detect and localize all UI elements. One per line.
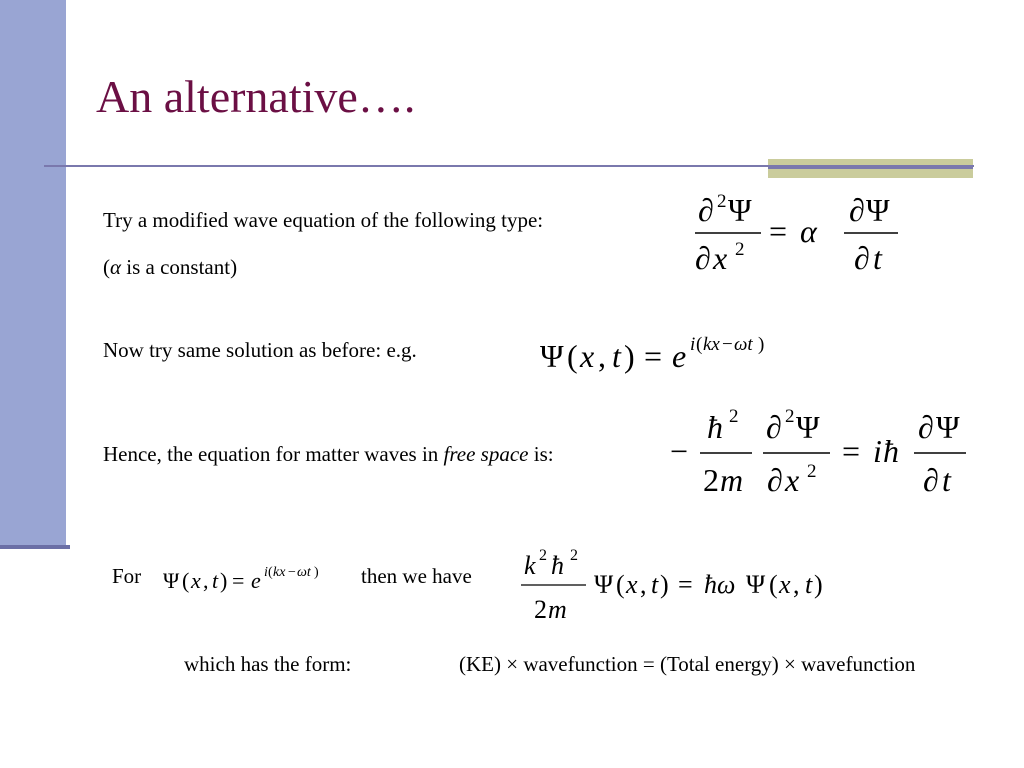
svg-text:Ψ: Ψ [796, 409, 820, 445]
svg-text:2: 2 [735, 239, 745, 260]
svg-text:x: x [713, 240, 728, 276]
svg-text:t: t [805, 570, 813, 599]
svg-text:2: 2 [807, 461, 817, 482]
svg-text:i: i [264, 565, 268, 580]
matter-waves-end: is: [528, 442, 554, 466]
svg-text:ωt: ωt [734, 334, 753, 355]
svg-text:∂: ∂ [849, 192, 865, 228]
svg-text:i: i [873, 433, 882, 469]
svg-text:Ψ: Ψ [540, 338, 564, 374]
svg-text:=: = [678, 570, 693, 599]
svg-text:): ) [814, 570, 823, 599]
equation-plane-wave-small [163, 560, 358, 600]
equation-free-space [670, 400, 980, 505]
svg-text:2: 2 [570, 547, 578, 564]
svg-text:,: , [598, 338, 606, 374]
svg-text:i: i [690, 334, 696, 355]
svg-text:(: ( [182, 568, 190, 593]
text-matter-waves [103, 442, 554, 467]
svg-text:x: x [191, 568, 201, 593]
svg-text:2: 2 [534, 595, 547, 624]
svg-text:kx: kx [703, 334, 720, 355]
svg-text:∂: ∂ [695, 240, 711, 276]
svg-text:Ψ: Ψ [866, 192, 890, 228]
svg-text:k: k [524, 551, 536, 580]
text-ke-form: (KE) × wavefunction = (Total energy) × wavefunction [459, 652, 916, 676]
svg-text:∂: ∂ [767, 462, 783, 498]
svg-text:ω: ω [717, 570, 736, 599]
svg-text:=: = [644, 338, 663, 374]
alpha-constant-text: is a constant) [121, 255, 238, 279]
svg-text:∂: ∂ [918, 409, 934, 445]
text-alpha-constant [103, 255, 237, 280]
alpha-symbol: α [110, 255, 122, 279]
svg-text:−: − [722, 334, 733, 355]
svg-text:ωt: ωt [297, 565, 311, 580]
svg-text:Ψ: Ψ [936, 409, 960, 445]
accent-divider [768, 166, 973, 169]
svg-text:t: t [612, 338, 621, 374]
equation-energy [518, 540, 848, 630]
svg-text:2: 2 [717, 191, 727, 212]
svg-text:): ) [314, 565, 319, 580]
svg-text:): ) [758, 334, 765, 355]
svg-text:α: α [800, 213, 817, 249]
svg-text:2: 2 [729, 406, 739, 427]
equation-plane-wave [540, 325, 810, 380]
svg-text:x: x [785, 462, 800, 498]
svg-text:e: e [672, 338, 687, 374]
svg-text:): ) [220, 568, 228, 593]
svg-text:t: t [942, 462, 951, 498]
sidebar-edge [0, 545, 70, 549]
svg-text:ħ: ħ [707, 409, 723, 445]
svg-text:x: x [626, 570, 638, 599]
svg-text:∂: ∂ [923, 462, 939, 498]
svg-text:=: = [232, 568, 245, 593]
svg-text:ħ: ħ [704, 570, 717, 599]
svg-text:Ψ: Ψ [594, 570, 614, 599]
svg-text:): ) [624, 338, 635, 374]
svg-text:Ψ: Ψ [746, 570, 766, 599]
svg-text:∂: ∂ [854, 240, 870, 276]
svg-text:ħ: ħ [551, 551, 564, 580]
svg-text:(: ( [616, 570, 625, 599]
svg-text:,: , [793, 570, 800, 599]
svg-text:m: m [720, 462, 744, 498]
svg-text:t: t [212, 568, 219, 593]
slide-title: An alternative…. [96, 71, 416, 122]
svg-text:): ) [660, 570, 669, 599]
svg-text:x: x [580, 338, 595, 374]
svg-text:,: , [203, 568, 209, 593]
svg-text:−: − [670, 433, 689, 469]
svg-text:(: ( [567, 338, 578, 374]
svg-text:(: ( [769, 570, 778, 599]
svg-text:e: e [251, 568, 261, 593]
text-modified-wave: Try a modified wave equation of the following type: [103, 208, 544, 232]
svg-text:=: = [769, 213, 788, 249]
sidebar-decoration [0, 0, 66, 545]
svg-text:=: = [842, 433, 861, 469]
text-which-has-form: which has the form: [184, 652, 352, 676]
svg-text:2: 2 [785, 406, 795, 427]
svg-text:2: 2 [539, 547, 547, 564]
text-then-we-have: then we have [361, 564, 472, 588]
svg-text:Ψ: Ψ [163, 568, 180, 593]
free-space-italic: free space [443, 442, 529, 466]
svg-text:ħ: ħ [883, 433, 899, 469]
svg-text:∂: ∂ [766, 409, 782, 445]
svg-text:−: − [288, 565, 296, 580]
svg-text:t: t [651, 570, 659, 599]
svg-text:t: t [873, 240, 882, 276]
svg-text:m: m [548, 595, 567, 624]
svg-text:x: x [779, 570, 791, 599]
matter-waves-start: Hence, the equation for matter waves in [103, 442, 444, 466]
svg-text:(: ( [696, 334, 703, 355]
svg-text:(: ( [268, 565, 273, 580]
text-for: For [112, 564, 142, 588]
svg-text:,: , [640, 570, 647, 599]
svg-text:∂: ∂ [698, 192, 714, 228]
svg-text:2: 2 [703, 462, 719, 498]
svg-text:kx: kx [273, 565, 286, 580]
paren-open: ( [103, 255, 110, 279]
text-same-solution: Now try same solution as before: e.g. [103, 338, 417, 362]
equation-modified-wave [690, 185, 910, 285]
svg-text:Ψ: Ψ [728, 192, 752, 228]
